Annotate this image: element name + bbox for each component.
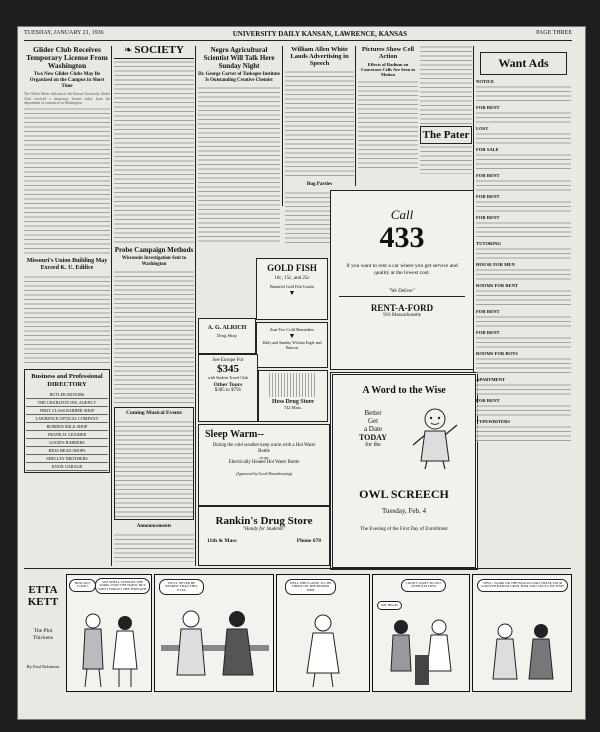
directory-item: FRANK H. LEIGHER xyxy=(26,431,108,439)
rankin-addr: 11th & Mass xyxy=(207,538,237,544)
eagle-footer: Daily and Sunday Wichita Eagle and Beacon xyxy=(262,340,322,350)
comic-figures-illustration xyxy=(381,615,463,689)
call-name: RENT-A-FORD xyxy=(370,303,434,313)
want-ad-body xyxy=(476,382,571,395)
musical-events-body xyxy=(115,419,193,519)
want-ad-body xyxy=(476,246,571,259)
hess-illustration xyxy=(269,373,317,397)
announcements-title: Announcements xyxy=(136,524,172,529)
want-ad-heading: ROOMS FOR RENT xyxy=(476,283,519,288)
want-ad-body xyxy=(476,199,571,212)
glider-subhead: Two New Glider Clubs May Be Organized on the Campus in Short Time xyxy=(29,72,105,89)
comic-panel-3 xyxy=(276,574,370,692)
hess-phone: 742 Mass. xyxy=(283,405,303,410)
comic-figures-illustration xyxy=(73,609,145,689)
bug-title: Bug Parsles xyxy=(306,182,333,187)
hess-name: Hess Drug Store xyxy=(272,399,314,405)
society-title: SOCIETY xyxy=(134,44,184,56)
column-rule xyxy=(355,46,356,186)
owl-date: Tuesday, Feb. 4 xyxy=(381,507,426,515)
owl-name: OWL SCREECH xyxy=(359,487,449,501)
sleep-note: (Approved by Good Housekeeping) xyxy=(235,471,293,476)
want-ad-item xyxy=(476,241,571,259)
want-ad-item xyxy=(476,398,571,416)
alrich-detail: Drug Shop xyxy=(217,333,237,338)
comic-figures-illustration xyxy=(483,619,563,689)
call-tag: "We Deliver" xyxy=(388,289,416,294)
comic-panel-2 xyxy=(154,574,274,692)
probe-subhead: Wisconsin Investigation Sent to Washington xyxy=(121,256,187,267)
want-ad-item xyxy=(476,262,571,280)
speech-bubble: WE'LL NEVER BE NEARER THAN THIS, ETTA xyxy=(159,579,204,595)
probe-body xyxy=(114,269,194,404)
goldfish-ad xyxy=(256,258,328,320)
column-2 xyxy=(114,44,194,564)
missouri-headline: Missouri's Union Building May Exceed K. U. Edifice xyxy=(26,257,108,271)
want-ad-item xyxy=(476,283,571,306)
want-ad-heading: FOR RENT xyxy=(476,173,500,178)
column-3 xyxy=(198,44,280,254)
speech-bubble: WELL, WORK ON THE BLOCKS AND CHASE YOUR CONCENTRATION UPON THAT AND YOU'LL BE FINE! xyxy=(477,579,568,592)
cell-body xyxy=(358,79,418,169)
directory-item: LAWRENCE OPTICAL COMPANY xyxy=(26,415,108,423)
sleep-or: or an xyxy=(259,455,269,460)
want-ad-heading: ROOMS FOR BOYS xyxy=(476,351,518,356)
want-ad-heading: FOR RENT xyxy=(476,215,500,220)
want-ad-heading: FOR RENT xyxy=(476,309,500,314)
owl-line: for the xyxy=(365,442,381,448)
glider-lead: The Glider Meets division of the Kansas University Glider Club received a temporary license today from the department of commerce in Washington. xyxy=(24,92,110,105)
owl-line: Better xyxy=(364,409,382,417)
business-directory xyxy=(24,369,110,473)
column-rule xyxy=(282,46,283,206)
want-ad-item xyxy=(476,173,571,191)
arrow-icon: ▼ xyxy=(288,289,296,297)
carver-body xyxy=(198,85,280,245)
comic-panel-1 xyxy=(66,574,152,692)
rankin-ad xyxy=(198,506,330,566)
speech-bubble: GEE SHELL-SUPPOSE THE WORK WON'T BE HARD, BUT DON'T FORGET THE THOUGHT xyxy=(95,578,150,594)
want-ad-body xyxy=(476,335,571,348)
masthead-date: TUESDAY, JANUARY 21, 1936 xyxy=(24,30,104,36)
pater-title: The Pater xyxy=(420,126,472,144)
carver-headline: Negro Agricultural Scientist Will Talk Here Sunday Night xyxy=(203,46,275,70)
column-rule xyxy=(111,46,112,566)
want-ad-heading: FOR RENT xyxy=(476,105,500,110)
comic-panel-4 xyxy=(372,574,470,692)
owl-line: Get xyxy=(367,417,379,425)
want-ad-item xyxy=(476,309,571,327)
cell-subhead: Effects of Radium on Cancerous Cells Are Seen in Motion xyxy=(360,62,416,77)
europe-ad xyxy=(198,354,258,422)
want-ad-body xyxy=(476,84,571,102)
directory-item: BUTLER MOTORS xyxy=(26,391,108,399)
sleep-title: Sleep Warm-- xyxy=(205,429,264,440)
society-body xyxy=(114,59,194,244)
want-ad-item xyxy=(476,194,571,212)
europe-with: with Student Travel Club xyxy=(207,375,249,380)
speech-bubble: HOW DO I LOOK? xyxy=(69,579,96,592)
want-ad-body xyxy=(476,220,571,238)
alrich-name: A. G. ALRICH xyxy=(207,325,247,331)
directory-item: BORDEN MILK SHOP xyxy=(26,423,108,431)
sleep-text: During the cold weather keep warm with a Hot Water Bottle xyxy=(212,443,316,454)
want-ads-list xyxy=(476,79,571,442)
directory-item: THE CHARLTON INS. AGENCY xyxy=(26,399,108,407)
glider-article-body xyxy=(24,106,110,256)
probe-headline: Probe Campaign Methods xyxy=(114,246,194,254)
europe-range: $385 to $795 xyxy=(214,388,242,393)
musical-events-title: Coming Musical Events xyxy=(126,410,182,416)
speech-bubble: WELL SHE'S GONE, I'LL BE THERE ON THE PROPER TIME xyxy=(285,579,336,595)
comic-name: ETTA KETT xyxy=(27,584,59,608)
want-ad-body xyxy=(476,403,571,416)
want-ad-item xyxy=(476,79,571,102)
society-ornament-icon: ❧ xyxy=(124,44,133,56)
want-ad-body xyxy=(476,178,571,191)
goldfish-title: GOLD FISH xyxy=(267,263,317,273)
carver-subhead: Dr. George Carver of Tuskegee Institute Is Outstanding Creative Chemist xyxy=(198,72,280,83)
want-ad-heading: TUTORING xyxy=(476,241,501,246)
owl-title: A Word to the Wise xyxy=(362,385,446,396)
pater-body xyxy=(420,144,472,174)
call-text: if you want to rent a car where you get service and quality at the lowest cost. xyxy=(346,263,458,276)
comic-subtitle: The Plot Thickens xyxy=(32,628,54,641)
rent-a-ford-ad xyxy=(330,190,474,370)
white-headline: William Allen White Lauds Advertising in Speech xyxy=(290,46,349,67)
goldfish-price: 10c, 15c, and 25c xyxy=(274,276,310,281)
want-ad-item xyxy=(476,419,571,442)
want-ad-body xyxy=(476,110,571,123)
comic-title-panel xyxy=(24,572,62,692)
want-ads-title: Want Ads xyxy=(480,52,567,75)
call-word: Call xyxy=(390,207,414,222)
glider-headline: Glider Club Receives Temporary License From Washington xyxy=(26,45,108,70)
want-ad-heading: FOR RENT xyxy=(476,398,500,403)
sleep-elec: Electrically Heated Hot Water Bottle xyxy=(228,460,300,465)
rankin-contact xyxy=(207,538,321,544)
want-ad-heading: APARTMENT xyxy=(476,377,506,382)
alrich-ad xyxy=(198,318,256,354)
hess-ad xyxy=(258,370,328,422)
owl-lines xyxy=(345,409,401,448)
goldfish-line: Beautiful Gold Fish Combs xyxy=(269,284,315,289)
want-ad-item xyxy=(476,147,571,170)
call-number: 433 xyxy=(379,221,425,254)
owl-character-illustration xyxy=(407,405,463,471)
want-ad-body xyxy=(476,314,571,327)
suntex-ad xyxy=(256,322,328,368)
want-ad-heading: LOST xyxy=(476,126,489,131)
rankin-name: Rankin's Drug Store xyxy=(215,515,313,527)
want-ad-heading: FOR RENT xyxy=(476,330,500,335)
directory-item: GOOD'S BARBERS xyxy=(26,439,108,447)
want-ads-column xyxy=(476,44,571,564)
europe-title: See Europe For xyxy=(212,358,244,363)
directory-item: KNOX GARAGE xyxy=(26,463,108,471)
directory-item: SHELLEY BROTHERS xyxy=(26,455,108,463)
want-ad-body xyxy=(476,288,571,306)
comic-panel-5 xyxy=(472,574,572,692)
want-ad-heading: TYPEWRITERS xyxy=(476,419,510,424)
want-ad-item xyxy=(476,330,571,348)
want-ad-heading: NOTICE xyxy=(476,79,495,84)
want-ad-heading: FOR SALE xyxy=(476,147,499,152)
europe-tours: Other Tours xyxy=(213,382,243,388)
masthead xyxy=(24,30,572,41)
directory-title: Business and Professional DIRECTORY xyxy=(31,372,103,388)
want-ad-item xyxy=(476,126,571,144)
call-addr: 916 Massachusetts xyxy=(383,313,421,318)
comic-figure-illustration xyxy=(287,611,361,689)
suntex-slogan: Sun-Tex Cold Remedies xyxy=(270,327,314,332)
want-ad-item xyxy=(476,105,571,123)
column-rule xyxy=(195,46,196,566)
directory-item: FIRST CLASS BARBER SHOP xyxy=(26,407,108,415)
announcements-body xyxy=(114,532,194,562)
want-ad-heading: HOUSE FOR MEN xyxy=(476,262,515,267)
comic-figures-illustration xyxy=(161,605,269,689)
society-header xyxy=(114,44,194,59)
want-ad-body xyxy=(476,152,571,170)
want-ad-body xyxy=(476,267,571,280)
europe-price: $345 xyxy=(217,363,239,375)
comic-author: By Paul Robinson xyxy=(26,664,60,669)
rankin-phone: Phone 678 xyxy=(296,538,321,544)
want-ad-body xyxy=(476,424,571,442)
want-ad-item xyxy=(476,215,571,238)
speech-bubble: I DON'T WANT TO GET OVER EXCITED xyxy=(401,579,446,592)
masthead-title: UNIVERSITY DAILY KANSAN, LAWRENCE, KANSAS xyxy=(232,30,408,38)
owl-line: TODAY xyxy=(358,433,387,442)
white-body xyxy=(285,69,354,179)
want-ad-item xyxy=(476,377,571,395)
missouri-article-body xyxy=(24,274,110,366)
directory-item: HESS HEAD SHOPS xyxy=(26,447,108,455)
want-ad-item xyxy=(476,351,571,374)
divider xyxy=(339,296,465,297)
sleep-warm-ad xyxy=(198,424,330,506)
want-ad-body xyxy=(476,131,571,144)
cell-headline: Pictures Show Cell Action xyxy=(361,46,415,60)
masthead-page: PAGE THREE xyxy=(536,30,572,36)
column-1 xyxy=(24,44,110,564)
owl-line: a Date xyxy=(363,425,383,433)
column-5 xyxy=(358,44,418,184)
want-ad-body xyxy=(476,356,571,374)
column-5b-body xyxy=(420,44,472,124)
arrow-icon: ▼ xyxy=(288,332,296,340)
owl-screech-ad xyxy=(330,372,478,570)
speech-bubble: OH, DEAR! xyxy=(377,601,402,610)
want-ad-heading: FOR RENT xyxy=(476,194,500,199)
musical-events-box xyxy=(114,407,194,520)
comic-rule xyxy=(24,568,571,569)
rankin-slogan: "Handy for Students" xyxy=(242,527,286,532)
column-5b xyxy=(420,44,472,184)
owl-footer: The Evening of the First Day of Enrollment xyxy=(360,527,448,532)
